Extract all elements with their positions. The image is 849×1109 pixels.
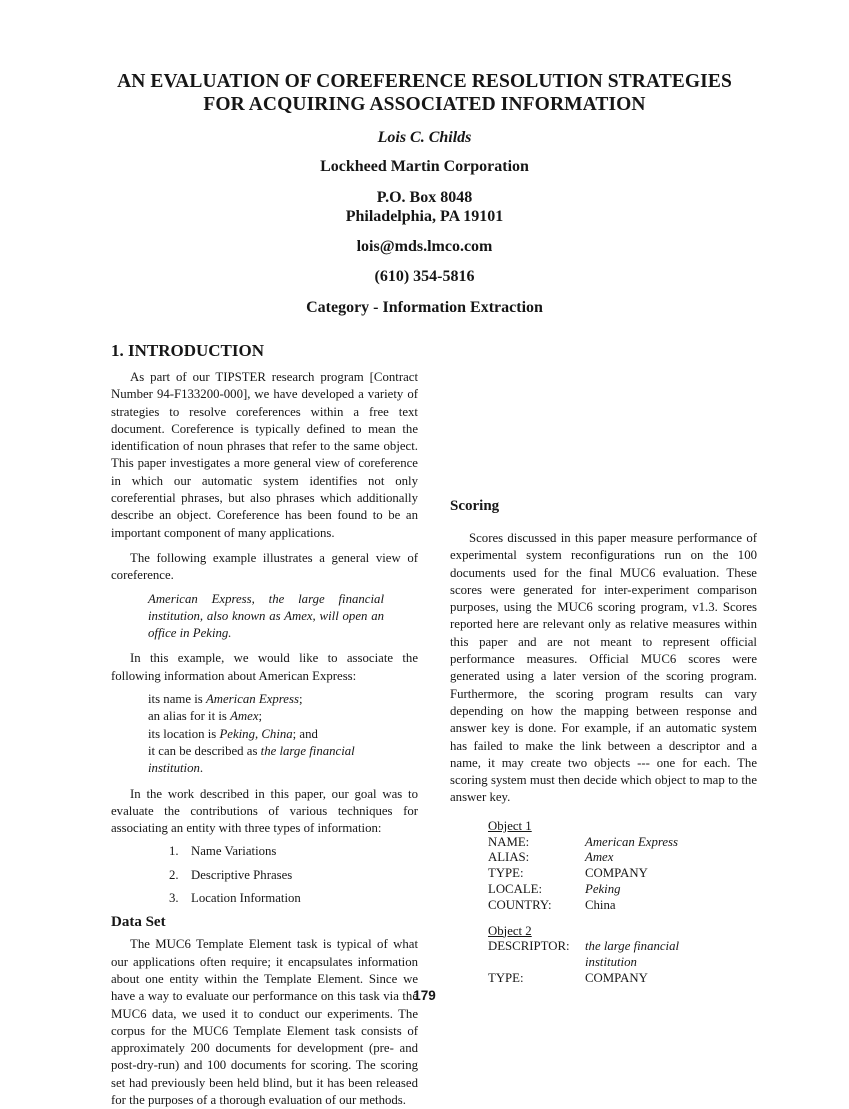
table-row: COUNTRY: China xyxy=(488,897,616,912)
object-1-template xyxy=(488,819,757,914)
info-item: its name is American Express; xyxy=(148,692,303,707)
example-quote: American Express, the large financial institution, also known as Amex, will open an office in Peking. xyxy=(148,591,384,641)
author-name: Lois C. Childs xyxy=(377,129,472,146)
list-item: 3. Location Information xyxy=(169,891,301,906)
list-item: 2. Descriptive Phrases xyxy=(169,867,293,882)
author-phone: (610) 354-5816 xyxy=(374,268,475,285)
address-line-1: P.O. Box 8048 xyxy=(376,189,473,206)
table-row: DESCRIPTOR: the large financial institution xyxy=(488,939,680,970)
section-heading-introduction: 1. INTRODUCTION xyxy=(111,341,265,360)
object-2-title: Object 2 xyxy=(488,923,532,938)
intro-paragraph-3: In this example, we would like to associate the following information about American Express: xyxy=(111,651,418,683)
paper-title xyxy=(60,70,789,116)
associated-info-list xyxy=(148,691,384,777)
author-email: lois@mds.lmco.com xyxy=(356,238,493,255)
table-row: TYPE: COMPANY xyxy=(488,866,648,881)
intro-paragraph-2: The following example illustrates a general view of coreference. xyxy=(111,550,418,583)
object-1-title: Object 1 xyxy=(488,818,532,833)
paper-category: Category - Information Extraction xyxy=(306,299,543,316)
scoring-paragraph: Scores discussed in this paper measure performance of experimental system reconfigurations run on the 100 documents used for the final MUC6 evaluation. These scores were generated for inter-experiment comparison purposes, using the MUC6 scoring program, v1.3. Scores reported here are relevant only as relative measures within this paper and are not meant to represent official performance measures. Official MUC6 scores were generated using a later version of the scoring program. Furthermore, the scoring program results can vary depending on how the mapping between response and answer key is done. For example, if an automatic system has failed to make the link between a descriptor and a name, it may create two objects --- one for each. The scoring system must then decide which object to map to the answer key. xyxy=(450,531,757,805)
author-organization: Lockheed Martin Corporation xyxy=(320,158,529,175)
page-number: 179 xyxy=(413,988,436,1003)
address-line-2: Philadelphia, PA 19101 xyxy=(345,208,504,225)
information-types-list xyxy=(111,843,418,907)
info-item: it can be described as the large financial institution. xyxy=(148,743,355,776)
right-column xyxy=(450,340,757,987)
intro-paragraph-1: As part of our TIPSTER research program [Contract Number 94-F133200-000], we have developed a variety of strategies to resolve coreferences within a free text document. Coreference is typically defined to mean the identification of noun phrases that refer to the same object. This paper investigates a more general view of coreference in which our automatic system identifies not only coreferential phrases, but also phrases which additionally describe an object. Coreference has been found to be an important component of many applications. xyxy=(111,370,418,540)
intro-paragraph-4: In the work described in this paper, our goal was to evaluate the contributions of various techniques for associating an entity with three types of information: xyxy=(111,786,418,836)
table-row: TYPE: COMPANY xyxy=(488,970,648,985)
info-item: its location is Peking, China; and xyxy=(148,726,318,741)
table-row: ALIAS: Amex xyxy=(488,850,614,865)
info-item: an alias for it is Amex; xyxy=(148,709,263,724)
section-heading-scoring: Scoring xyxy=(450,498,500,514)
table-row: NAME: American Express xyxy=(488,834,678,849)
dataset-paragraph: The MUC6 Template Element task is typical of what our applications often require; it encapsulates information about one entity within the Template Element. Since we have a way to evaluate our performance on this task via the MUC6 data, we used it to conduct our experiments. The corpus for the MUC6 Template Element task consists of approximately 200 documents for development (pre- and post-dry-run) and 100 documents for scoring. The scoring set had previously been held blind, but it has been released for the purposes of a thorough evaluation of our methods. xyxy=(111,937,418,1107)
object-2-template xyxy=(488,924,757,987)
title-line-1: AN EVALUATION OF COREFERENCE RESOLUTION STRATEGIES xyxy=(117,71,732,92)
list-item: 1. Name Variations xyxy=(169,844,277,859)
table-row: LOCALE: Peking xyxy=(488,881,621,896)
section-heading-data-set: Data Set xyxy=(111,914,166,931)
title-line-2: FOR ACQUIRING ASSOCIATED INFORMATION xyxy=(203,94,646,115)
